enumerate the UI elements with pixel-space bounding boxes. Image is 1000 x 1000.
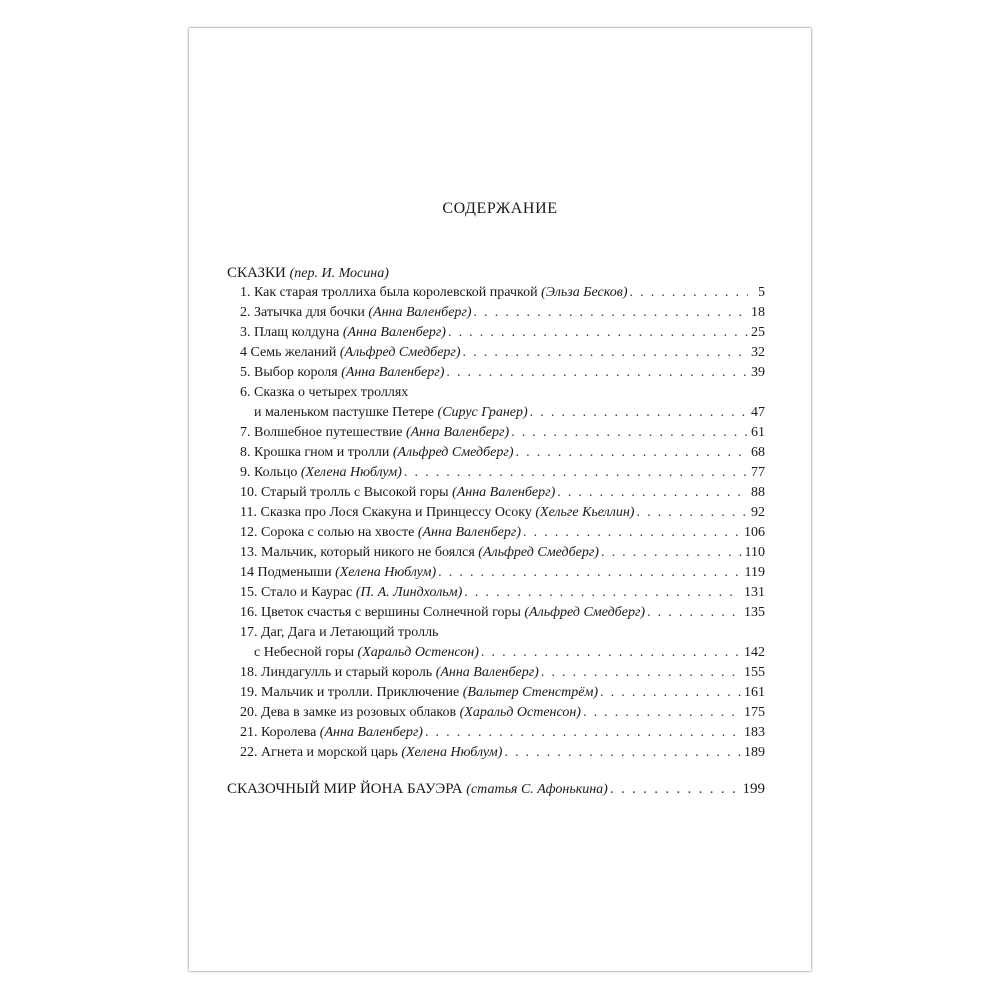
entry-title: Мальчик и тролли. Приключение — [261, 685, 460, 700]
entry-number: 20. — [240, 705, 258, 720]
entry-title: Затычка для бочки — [254, 305, 365, 320]
entry-number: 9. — [240, 465, 251, 480]
entry-text — [240, 603, 645, 623]
toc-entry-line — [227, 623, 765, 643]
toc-entry — [227, 503, 765, 523]
entry-author: (Анна Валенберг) — [405, 425, 510, 440]
entry-author: (Хельге Кьеллин) — [535, 505, 635, 520]
entry-author: (Хелена Нюблум) — [335, 565, 437, 580]
toc-entry — [227, 463, 765, 483]
toc-entry — [227, 303, 765, 323]
dot-leader — [523, 523, 741, 543]
dot-leader — [474, 303, 748, 323]
toc-entry-line — [227, 383, 765, 403]
entry-text — [240, 423, 509, 443]
essay-title: СКАЗОЧНЫЙ МИР ЙОНА БАУЭРА — [227, 781, 463, 797]
entry-page: 155 — [744, 665, 765, 680]
toc-entry — [227, 563, 765, 583]
dot-leader — [636, 503, 748, 523]
entry-text — [254, 643, 479, 663]
section-translator: (пер. И. Мосина) — [289, 266, 389, 281]
entry-number: 21. — [240, 725, 258, 740]
entry-number: 13. — [240, 545, 258, 560]
toc-entry — [227, 443, 765, 463]
toc-entry — [227, 283, 765, 303]
entry-author: (Анна Валенберг) — [368, 305, 472, 320]
entry-title: Сорока с солью на хвосте — [261, 525, 415, 540]
toc-entry — [227, 723, 765, 743]
entry-number: 10. — [240, 485, 258, 500]
entry-title: Сказка о четырех троллях — [254, 385, 409, 400]
toc-entry — [227, 743, 765, 763]
toc-entry — [227, 643, 765, 663]
entry-page: 47 — [751, 405, 765, 420]
dot-leader — [438, 563, 741, 583]
dot-leader — [601, 543, 742, 563]
entry-number: 18. — [240, 665, 258, 680]
table-of-contents — [227, 263, 765, 800]
entry-author: (Сирус Гранер) — [437, 405, 528, 420]
dot-leader — [481, 643, 741, 663]
entry-title: Подменыши — [257, 565, 332, 580]
entry-text — [240, 723, 423, 743]
toc-entries — [227, 283, 765, 763]
entry-page: 119 — [744, 565, 765, 580]
dot-leader — [600, 683, 741, 703]
toc-entry — [227, 423, 765, 443]
entry-title: Агнета и морской царь — [261, 745, 398, 760]
book-page — [189, 28, 811, 971]
dot-leader — [446, 363, 748, 383]
entry-author: (Анна Валенберг) — [319, 725, 423, 740]
dot-leader — [463, 343, 748, 363]
dot-leader — [583, 703, 741, 723]
entry-title: Даг, Дага и Летающий тролль — [261, 625, 439, 640]
entry-text — [240, 363, 444, 383]
dot-leader — [541, 663, 741, 683]
entry-author: (Анна Валенберг) — [435, 665, 539, 680]
entry-page: 18 — [751, 305, 765, 320]
entry-author: (Харальд Остенсон) — [357, 645, 479, 660]
entry-text — [240, 663, 539, 683]
dot-leader — [404, 463, 748, 483]
entry-number: 1. — [240, 285, 251, 300]
toc-entry — [227, 683, 765, 703]
entry-author: (Альфред Смедберг) — [339, 345, 461, 360]
entry-number: 15. — [240, 585, 258, 600]
dot-leader — [448, 323, 748, 343]
entry-title: Цветок счастья с вершины Солнечной горы — [261, 605, 521, 620]
entry-number: 11. — [240, 505, 257, 520]
entry-page: 77 — [751, 465, 765, 480]
entry-text — [240, 483, 555, 503]
dot-leader — [504, 743, 741, 763]
entry-text — [240, 703, 581, 723]
dot-leader — [511, 423, 748, 443]
dot-leader — [516, 443, 749, 463]
entry-title: Плащ колдуна — [254, 325, 340, 340]
toc-entry — [227, 543, 765, 563]
entry-number: 16. — [240, 605, 258, 620]
entry-text — [240, 543, 599, 563]
essay-page: 199 — [742, 781, 765, 797]
entry-page: 5 — [758, 285, 765, 300]
toc-entry — [227, 663, 765, 683]
entry-page: 92 — [751, 505, 765, 520]
entry-number: 8. — [240, 445, 251, 460]
entry-text — [240, 683, 598, 703]
toc-entry — [227, 703, 765, 723]
entry-title: Крошка гном и тролли — [254, 445, 390, 460]
entry-page: 183 — [744, 725, 765, 740]
entry-title: Королева — [261, 725, 317, 740]
entry-page: 135 — [744, 605, 765, 620]
toc-entry — [227, 363, 765, 383]
entry-title: Линдагулль и старый король — [261, 665, 433, 680]
entry-page: 32 — [751, 345, 765, 360]
dot-leader — [425, 723, 741, 743]
entry-title-cont: с Небесной горы — [254, 645, 355, 660]
entry-number: 17. — [240, 625, 258, 640]
entry-number: 4 — [240, 345, 247, 360]
entry-text — [240, 523, 521, 543]
section-label: СКАЗКИ — [227, 265, 286, 281]
entry-number: 19. — [240, 685, 258, 700]
entry-text — [240, 443, 514, 463]
entry-text — [240, 743, 502, 763]
entry-author: (Анна Валенберг) — [417, 525, 521, 540]
entry-title: Семь желаний — [250, 345, 337, 360]
entry-number: 3. — [240, 325, 251, 340]
entry-number: 14 — [240, 565, 254, 580]
entry-author: (Вальтер Стенстрём) — [462, 685, 599, 700]
entry-title: Мальчик, который никого не боялся — [261, 545, 475, 560]
entry-author: (Анна Валенберг) — [342, 325, 446, 340]
toc-entry — [227, 523, 765, 543]
entry-text — [254, 403, 528, 423]
entry-page: 61 — [751, 425, 765, 440]
entry-text — [240, 563, 436, 583]
entry-author: (Хелена Нюблум) — [300, 465, 402, 480]
entry-page: 161 — [744, 685, 765, 700]
dot-leader — [647, 603, 741, 623]
entry-author: (Альфред Смедберг) — [478, 545, 599, 560]
entry-title: Дева в замке из розовых облаков — [261, 705, 457, 720]
toc-entry — [227, 403, 765, 423]
entry-author: (Анна Валенберг) — [341, 365, 445, 380]
entry-page: 88 — [751, 485, 765, 500]
entry-text — [240, 303, 472, 323]
entry-author: (Эльза Бесков) — [541, 285, 628, 300]
entry-page: 25 — [751, 325, 765, 340]
dot-leader — [530, 403, 748, 423]
dot-leader — [557, 483, 748, 503]
entry-number: 22. — [240, 745, 258, 760]
toc-entry — [227, 583, 765, 603]
entry-page: 110 — [744, 545, 765, 560]
entry-text — [240, 463, 402, 483]
essay-text — [227, 778, 608, 801]
entry-number: 7. — [240, 425, 251, 440]
entry-title: Как старая троллиха была королевской прачкой — [254, 285, 538, 300]
entry-text — [240, 503, 634, 523]
entry-page: 142 — [744, 645, 765, 660]
entry-author: (П. А. Линдхольм) — [355, 585, 463, 600]
dot-leader — [610, 778, 740, 800]
entry-title: Стало и Каурас — [261, 585, 353, 600]
entry-title-cont: и маленьком пастушке Петере — [254, 405, 435, 420]
entry-number: 6. — [240, 385, 251, 400]
entry-text — [240, 323, 446, 343]
entry-title: Старый тролль с Высокой горы — [261, 485, 449, 500]
entry-page: 68 — [751, 445, 765, 460]
toc-entry-essay — [227, 778, 765, 800]
entry-author: (Альфред Смедберг) — [392, 445, 514, 460]
entry-title: Сказка про Лося Скакуна и Принцессу Осоку — [260, 505, 532, 520]
entry-page: 189 — [744, 745, 765, 760]
essay-author: (статья С. Афонькина) — [466, 782, 608, 797]
entry-number: 5. — [240, 365, 251, 380]
entry-page: 131 — [744, 585, 765, 600]
entry-title: Кольцо — [254, 465, 298, 480]
dot-leader — [630, 283, 748, 303]
entry-author: (Хелена Нюблум) — [401, 745, 503, 760]
toc-entry — [227, 323, 765, 343]
entry-title: Волшебное путешествие — [254, 425, 403, 440]
dot-leader — [464, 583, 741, 603]
entry-page: 106 — [744, 525, 765, 540]
toc-entry — [227, 343, 765, 363]
entry-author: (Харальд Остенсон) — [459, 705, 581, 720]
entry-author: (Альфред Смедберг) — [524, 605, 646, 620]
section-heading — [227, 263, 765, 283]
entry-page: 175 — [744, 705, 765, 720]
toc-entry — [227, 483, 765, 503]
entry-author: (Анна Валенберг) — [452, 485, 556, 500]
entry-number: 2. — [240, 305, 251, 320]
entry-page: 39 — [751, 365, 765, 380]
entry-text — [240, 283, 628, 303]
page-title: СОДЕРЖАНИЕ — [442, 200, 558, 217]
toc-entry — [227, 603, 765, 623]
entry-title: Выбор короля — [254, 365, 338, 380]
entry-text — [240, 343, 461, 363]
entry-number: 12. — [240, 525, 258, 540]
entry-text — [240, 583, 462, 603]
